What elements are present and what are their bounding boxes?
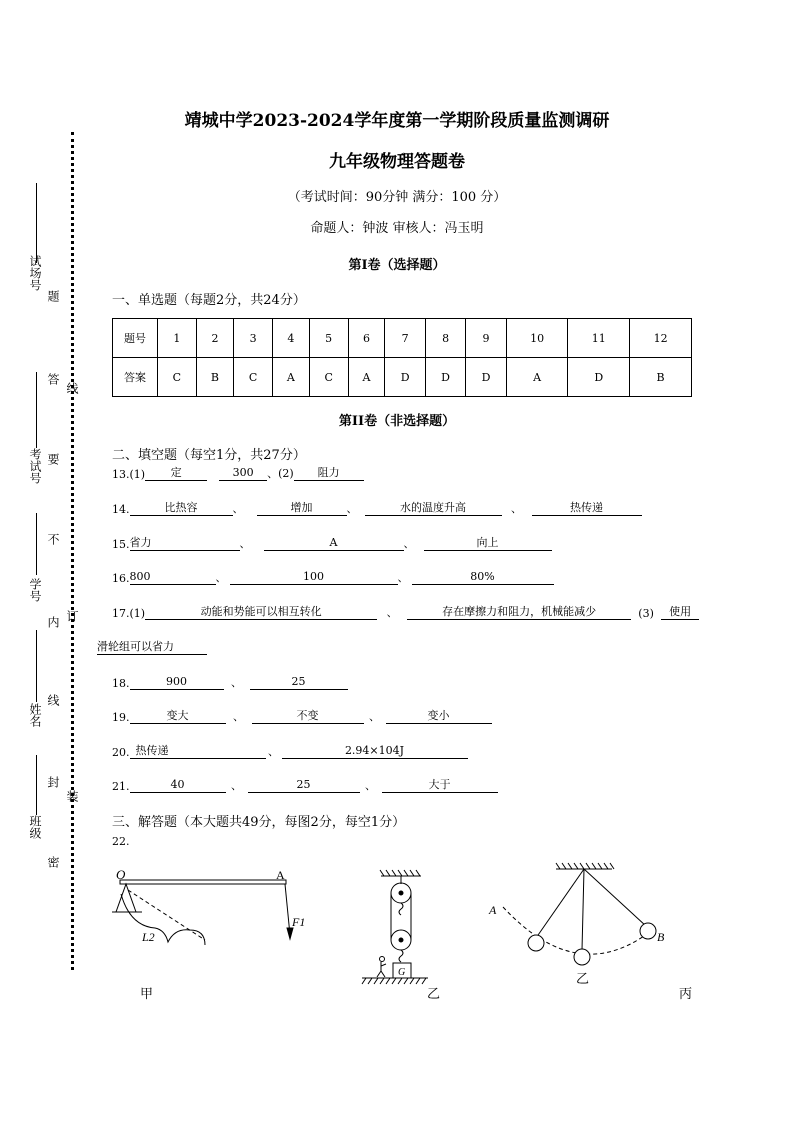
table-cell: A bbox=[506, 358, 568, 397]
table-cell: C bbox=[158, 358, 197, 397]
q20-number: 20. bbox=[112, 746, 130, 759]
table-cell: 5 bbox=[309, 319, 348, 358]
q17-answer-3: 使用 bbox=[661, 605, 699, 620]
movable-pulley-axle bbox=[399, 938, 403, 942]
q15-answer-2: A bbox=[264, 536, 404, 551]
table-cell: 3 bbox=[234, 319, 273, 358]
q13-answer-2: 300 bbox=[219, 466, 267, 481]
ceiling-hatch bbox=[380, 870, 420, 876]
separator: 、 bbox=[215, 571, 227, 584]
figure-jia bbox=[112, 880, 293, 945]
q13-answer-3: 阻力 bbox=[294, 466, 364, 481]
separator: 、 bbox=[233, 710, 244, 723]
q21-answer-1: 40 bbox=[130, 778, 226, 793]
seal-char: 线 bbox=[46, 694, 60, 706]
seal-char: 答 bbox=[46, 373, 60, 385]
table-cell: 1 bbox=[158, 319, 197, 358]
l2-dashed-line bbox=[128, 890, 205, 940]
q20-answer-2: 2.94×104J bbox=[282, 744, 468, 759]
q16-answer-3: 80% bbox=[412, 570, 554, 585]
seal-char: 装 bbox=[65, 790, 79, 802]
q17-answer-3-continued: 滑轮组可以省力 bbox=[97, 640, 207, 655]
q20-answer-1: 热传递 bbox=[130, 744, 266, 759]
q14-answer-3: 水的温度升高 bbox=[365, 501, 502, 516]
q19-answer-3: 变小 bbox=[386, 709, 492, 724]
q16-answer-1: 800 bbox=[130, 570, 216, 585]
q19-answer-2: 不变 bbox=[252, 709, 364, 724]
q16-number: 16. bbox=[112, 572, 130, 585]
q17-answer-2: 存在摩擦力和阻力，机械能减少 bbox=[407, 605, 631, 620]
l2-brace bbox=[121, 894, 205, 945]
q14-answer-1: 比热容 bbox=[130, 501, 233, 516]
section1-heading: 一、单选题（每题2分，共24分） bbox=[112, 293, 306, 308]
lever-label-a: A bbox=[276, 868, 285, 882]
lever-label-l2: L2 bbox=[142, 930, 155, 944]
q13-separator: 、(2) bbox=[267, 467, 294, 480]
table-cell: D bbox=[385, 358, 425, 397]
table-cell: 4 bbox=[272, 319, 309, 358]
seal-char: 要 bbox=[46, 453, 60, 465]
table-cell: D bbox=[568, 358, 630, 397]
ball-right bbox=[640, 923, 656, 939]
table-cell: 7 bbox=[385, 319, 425, 358]
part1-heading: 第Ⅰ卷（选择题） bbox=[348, 258, 446, 273]
person-icon bbox=[377, 962, 386, 977]
q21-number: 21. bbox=[112, 780, 130, 793]
pendulum-label-bottom: 乙 bbox=[576, 972, 590, 987]
table-cell: B bbox=[630, 358, 692, 397]
force-arrowhead bbox=[287, 928, 293, 939]
q15-number: 15. bbox=[112, 538, 130, 551]
separator: 、 bbox=[397, 571, 409, 584]
q15-answer-3: 向上 bbox=[424, 536, 552, 551]
weight-label: G bbox=[398, 967, 406, 978]
q16-answer-2: 100 bbox=[230, 570, 398, 585]
force-line bbox=[285, 884, 290, 935]
ball-center bbox=[574, 949, 590, 965]
q14-answer-2: 增加 bbox=[257, 501, 347, 516]
q15-answer-1: 省力 bbox=[130, 536, 240, 551]
table-cell: 12 bbox=[630, 319, 692, 358]
table-header-cell: 答案 bbox=[113, 358, 158, 397]
string-center bbox=[582, 869, 584, 950]
question-22-number: 22. bbox=[112, 835, 130, 848]
ball-left bbox=[528, 935, 544, 951]
seal-char: 订 bbox=[65, 610, 79, 622]
page-subtitle: 九年级物理答题卷 bbox=[329, 152, 465, 172]
figure-caption-yi: 乙 bbox=[427, 987, 441, 1002]
table-cell: 8 bbox=[425, 319, 465, 358]
rope-hook bbox=[399, 903, 403, 915]
q13-answer-1: 定 bbox=[145, 466, 207, 481]
q21-answer-3: 大于 bbox=[382, 778, 498, 793]
part2-heading: 第II卷（非选择题） bbox=[338, 414, 456, 429]
q21-answer-2: 25 bbox=[248, 778, 360, 793]
q19-number: 19. bbox=[112, 711, 130, 724]
q13-number: 13.(1) bbox=[112, 468, 146, 481]
seal-char: 题 bbox=[46, 290, 60, 302]
lever-label-o: O bbox=[116, 867, 126, 882]
person-head bbox=[380, 957, 385, 962]
exam-info: （考试时间：90分钟 满分：100 分） bbox=[287, 190, 507, 205]
pulley-hook bbox=[399, 950, 403, 962]
table-cell: C bbox=[234, 358, 273, 397]
field-label-name: 姓名 bbox=[28, 703, 42, 727]
separator: 、 bbox=[365, 779, 376, 792]
table-cell: A bbox=[348, 358, 385, 397]
separator: 、 bbox=[232, 502, 244, 515]
page-title: 靖城中学2023-2024学年度第一学期阶段质量监测调研 bbox=[184, 111, 610, 131]
field-label-exam-room: 试场号 bbox=[28, 255, 42, 291]
pendulum-label-b: B bbox=[657, 930, 665, 944]
table-cell: D bbox=[425, 358, 465, 397]
separator: 、 bbox=[268, 745, 279, 758]
seal-char: 内 bbox=[46, 616, 60, 628]
q14-number: 14. bbox=[112, 503, 130, 516]
q18-answer-2: 25 bbox=[250, 675, 348, 690]
separator: 、 bbox=[369, 710, 380, 723]
exam-authors: 命题人：钟波 审核人：冯玉明 bbox=[310, 221, 484, 236]
field-label-exam-number: 考试号 bbox=[28, 448, 42, 484]
table-cell: 9 bbox=[466, 319, 506, 358]
table-cell: 6 bbox=[348, 319, 385, 358]
seal-char: 密 bbox=[46, 856, 60, 868]
separator: 、 bbox=[231, 676, 242, 689]
field-label-student-id: 学号 bbox=[28, 578, 42, 602]
pendulum-ceiling-hatch bbox=[556, 863, 614, 869]
string-left bbox=[536, 869, 584, 938]
ground-hatch-yi bbox=[362, 978, 426, 984]
seal-char: 封 bbox=[46, 776, 60, 788]
q18-number: 18. bbox=[112, 677, 130, 690]
separator: 、 bbox=[239, 537, 251, 550]
lever-bar bbox=[120, 880, 286, 884]
q18-answer-1: 900 bbox=[130, 675, 224, 690]
table-cell: D bbox=[466, 358, 506, 397]
separator: 、 bbox=[231, 779, 242, 792]
q17-mid: (3) bbox=[638, 607, 654, 620]
string-right bbox=[584, 869, 646, 926]
seal-char: 线 bbox=[65, 382, 79, 394]
section3-heading: 三、解答题（本大题共49分，每图2分，每空1分） bbox=[112, 815, 406, 830]
section2-heading: 二、填空题（每空1分，共27分） bbox=[112, 448, 306, 463]
figure-caption-jia: 甲 bbox=[140, 987, 154, 1002]
table-cell: 11 bbox=[568, 319, 630, 358]
figure-caption-bing: 丙 bbox=[679, 987, 693, 1002]
pendulum-label-a: A bbox=[489, 903, 497, 917]
q14-answer-4: 热传递 bbox=[532, 501, 642, 516]
separator: 、 bbox=[511, 502, 522, 515]
lever-label-f1: F1 bbox=[292, 915, 306, 929]
figure-bing bbox=[503, 863, 656, 965]
table-header-cell: 题号 bbox=[113, 319, 158, 358]
table-cell: B bbox=[196, 358, 233, 397]
separator: 、 bbox=[346, 502, 358, 515]
q17-number: 17.(1) bbox=[112, 607, 146, 620]
table-cell: 2 bbox=[196, 319, 233, 358]
field-label-class: 班级 bbox=[28, 815, 42, 839]
table-cell: 10 bbox=[506, 319, 568, 358]
seal-char: 不 bbox=[46, 533, 60, 545]
table-cell: A bbox=[272, 358, 309, 397]
separator: 、 bbox=[386, 606, 398, 619]
fixed-pulley-axle bbox=[399, 891, 403, 895]
table-cell: C bbox=[309, 358, 348, 397]
figure-yi bbox=[362, 870, 428, 984]
q19-answer-1: 变大 bbox=[130, 709, 226, 724]
separator: 、 bbox=[403, 537, 415, 550]
q17-answer-1: 动能和势能可以相互转化 bbox=[145, 605, 377, 620]
